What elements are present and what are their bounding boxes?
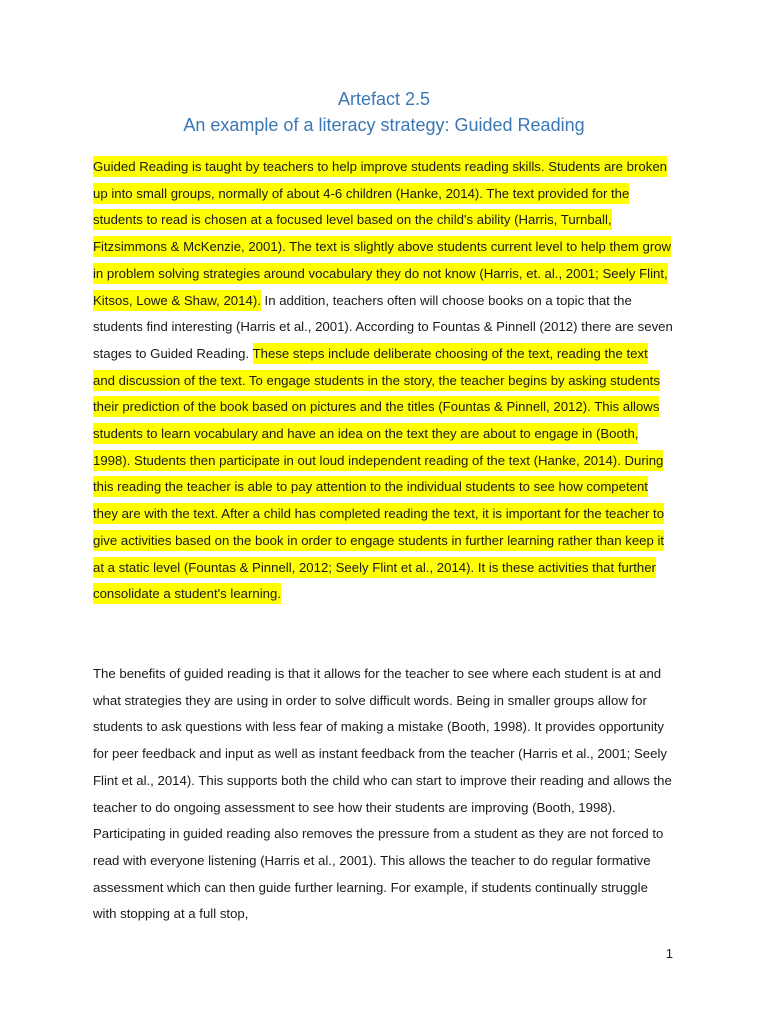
- plain-text: In addition, teachers often will choose books on a topic that the students find interesting (Harris et al., 2001). According to Fountas & Pinnell (2012) there are seven stages to Guided Reading.: [93, 292, 673, 361]
- highlighted-text: Guided Reading is taught by teachers to help improve students reading skills. Students are broken up into small groups, normally of about 4-6 children (Hanke, 2014). The text provided for the students to read is chosen at a focused level based on the child's ability (Harris, Turnball, Fitzsimmons & McKenzie, 2001). The text is slightly above students current level to help them grow in problem solving strategies around vocabulary they do not know (Harris, et. al., 2001; Seely Flint, Kitsos, Lowe & Shaw, 2014).: [93, 156, 671, 311]
- highlighted-text: These steps include deliberate choosing of the text, reading the text and discussion of the text. To engage students in the story, the teacher begins by asking students their prediction of the book based on pictures and the titles (Fountas & Pinnell, 2012). This allows students to learn vocabulary and have an idea on the text they are about to engage in (Booth, 1998). Students then participate in out loud independent reading of the text (Hanke, 2014). During this reading the teacher is able to pay attention to the individual students to see how competent they are with the text. After a child has completed reading the text, it is important for the teacher to give activities based on the book in order to engage students in further learning rather than keep it at a static level (Fountas & Pinnell, 2012; Seely Flint et al., 2014). It is these activities that further consolidate a student's learning.: [93, 343, 664, 604]
- paragraph-guided-reading-overview: [93, 154, 673, 608]
- artefact-title: Artefact 2.5: [337, 89, 431, 109]
- artefact-subtitle: An example of a literacy strategy: Guided Reading: [183, 115, 585, 135]
- paragraph-benefits-text: The benefits of guided reading is that it allows for the teacher to see where each student is at and what strategies they are using in order to solve difficult words. Being in smaller groups allow for students to ask questions with less fear of making a mistake (Booth, 1998). It provides opportunity for peer feedback and input as well as instant feedback from the teacher (Harris et al., 2001; Seely Flint et al., 2014). This supports both the child who can start to improve their reading and allows the teacher to do ongoing assessment to see how their students are improving (Booth, 1998). Participating in guided reading also removes the pressure from a student as they are not forced to read with everyone listening (Harris et al., 2001). This allows the teacher to do regular formative assessment which can then guide further learning. For example, if students continually struggle with stopping at a full stop,: [93, 666, 672, 922]
- paragraph-benefits: [93, 661, 673, 928]
- heading-block: [0, 86, 768, 138]
- page-number: 1: [665, 946, 673, 961]
